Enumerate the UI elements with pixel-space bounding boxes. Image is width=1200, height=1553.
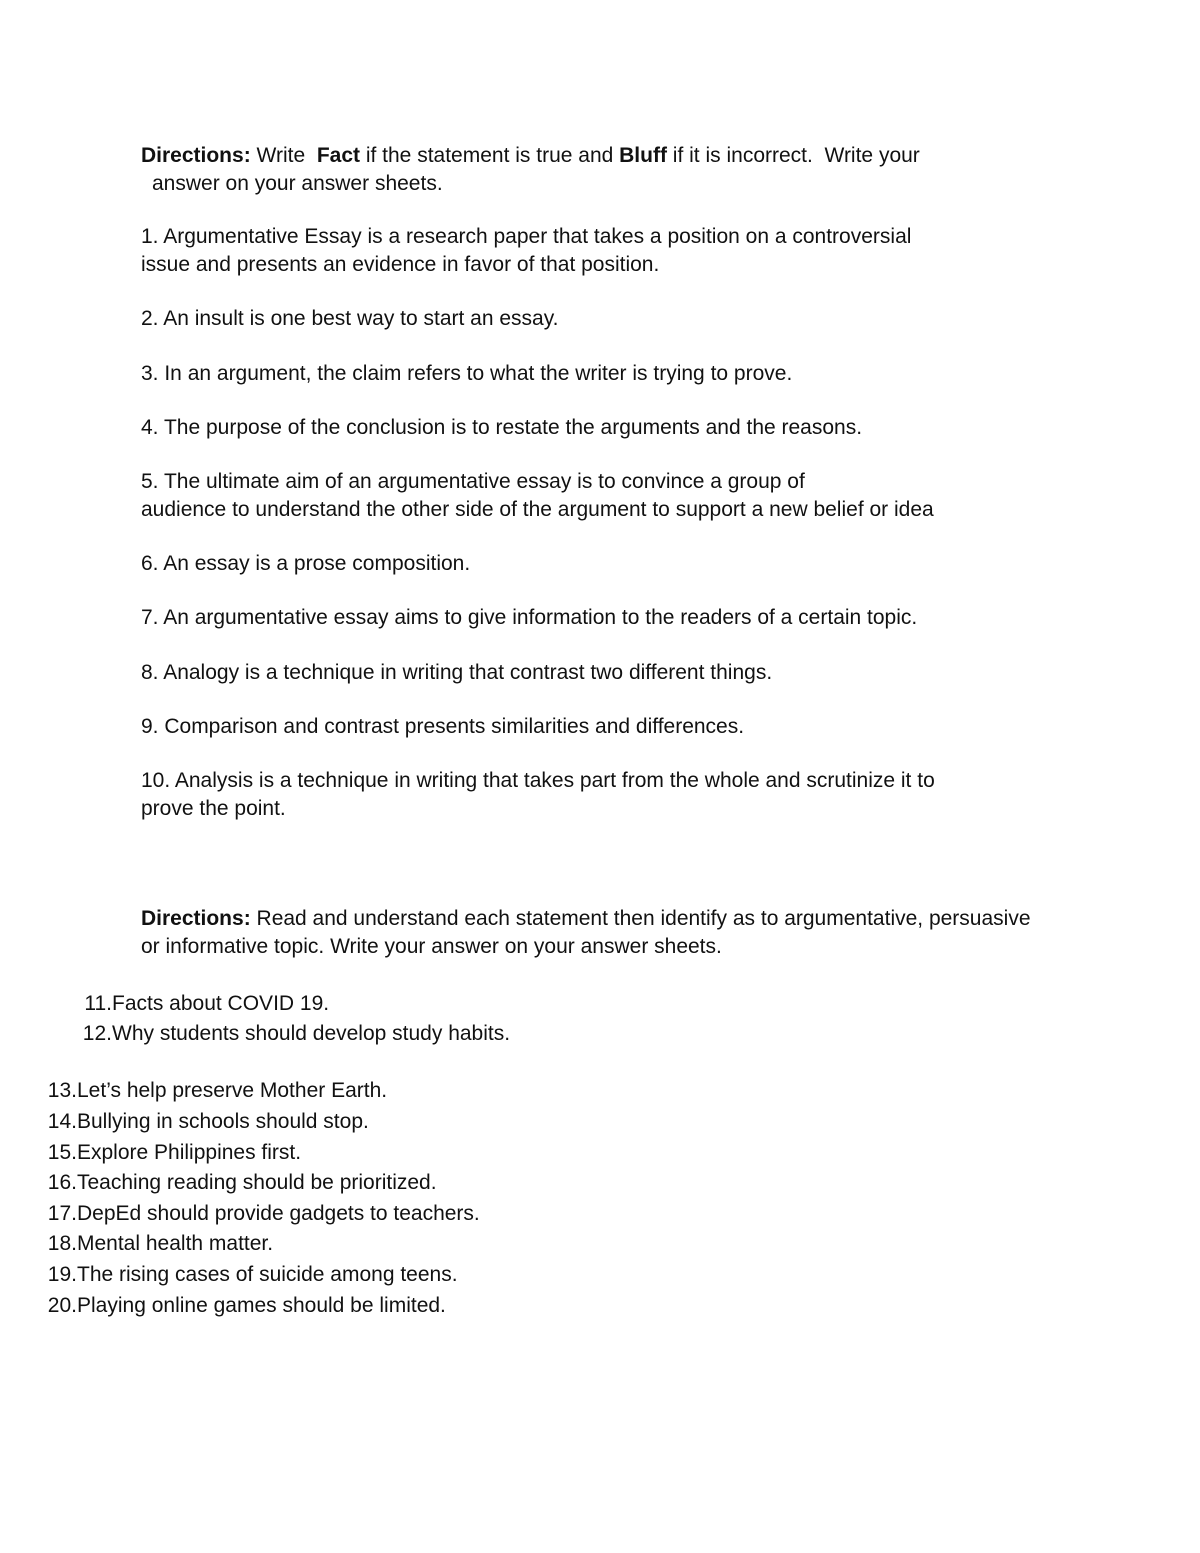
fact-bluff-item-1-line1: 1. Argumentative Essay is a research paper that takes a position on a controversial [141, 225, 912, 248]
item-text: Facts about COVID 19. [112, 992, 330, 1015]
fact-bluff-item-10-line2: prove the point. [141, 797, 286, 820]
item-number: 16. [47, 1171, 77, 1194]
item-text: Explore Philippines first. [77, 1141, 302, 1164]
list-item-15 [45, 1139, 301, 1167]
bluff-keyword: Bluff [619, 144, 667, 167]
fact-bluff-item-9: 9. Comparison and contrast presents similarities and differences. [141, 715, 745, 738]
list-item-20 [45, 1292, 446, 1320]
item-text: Let’s help preserve Mother Earth. [77, 1079, 388, 1102]
directions-text: Read and understand each statement then identify as to argumentative, persuasive [250, 907, 1031, 930]
fact-bluff-item-3: 3. In an argument, the claim refers to what the writer is trying to prove. [141, 362, 793, 385]
directions-label: Directions: [141, 144, 251, 167]
fact-bluff-item-1-line2: issue and presents an evidence in favor of that position. [141, 253, 660, 276]
part2-directions-line2: or informative topic. Write your answer on your answer sheets. [141, 935, 722, 958]
list-item-12 [80, 1020, 510, 1048]
fact-bluff-item-2: 2. An insult is one best way to start an essay. [141, 307, 559, 330]
list-item-14 [45, 1108, 369, 1136]
item-number: 12. [82, 1022, 112, 1045]
list-item-11 [80, 990, 329, 1018]
fact-bluff-item-6: 6. An essay is a prose composition. [141, 552, 471, 575]
item-text: Playing online games should be limited. [77, 1294, 446, 1317]
list-item-19 [45, 1261, 458, 1289]
item-text: Why students should develop study habits. [112, 1022, 511, 1045]
list-item-17 [45, 1200, 480, 1228]
item-text: The rising cases of suicide among teens. [77, 1263, 458, 1286]
item-text: Teaching reading should be prioritized. [77, 1171, 437, 1194]
directions-text-post: if it is incorrect. Write your [666, 144, 920, 167]
item-number: 17. [47, 1202, 77, 1225]
fact-bluff-item-5-line2: audience to understand the other side of the argument to support a new belief or idea [141, 498, 934, 521]
item-number: 15. [47, 1141, 77, 1164]
item-text: Mental health matter. [77, 1232, 274, 1255]
part2-directions [141, 905, 1031, 933]
fact-bluff-item-7: 7. An argumentative essay aims to give information to the readers of a certain topic. [141, 606, 918, 629]
fact-bluff-item-4: 4. The purpose of the conclusion is to restate the arguments and the reasons. [141, 416, 863, 439]
item-number: 18. [47, 1232, 77, 1255]
list-item-16 [45, 1169, 437, 1197]
list-item-13 [45, 1077, 387, 1105]
item-text: DepEd should provide gadgets to teachers. [77, 1202, 480, 1225]
fact-bluff-item-5-line1: 5. The ultimate aim of an argumentative essay is to convince a group of [141, 470, 805, 493]
item-number: 11. [84, 992, 112, 1015]
item-text: Bullying in schools should stop. [77, 1110, 369, 1133]
directions-label: Directions: [141, 907, 251, 930]
part1-directions-line2: answer on your answer sheets. [152, 172, 443, 195]
fact-bluff-item-8: 8. Analogy is a technique in writing that contrast two different things. [141, 661, 773, 684]
fact-bluff-item-10-line1: 10. Analysis is a technique in writing that takes part from the whole and scrutinize it to [141, 769, 935, 792]
item-number: 19. [47, 1263, 77, 1286]
item-number: 13. [47, 1079, 77, 1102]
item-number: 14. [47, 1110, 77, 1133]
part1-directions [141, 142, 920, 170]
fact-keyword: Fact [316, 144, 360, 167]
item-number: 20. [47, 1294, 77, 1317]
directions-text-pre: Write [250, 144, 317, 167]
list-item-18 [45, 1230, 273, 1258]
directions-text-mid: if the statement is true and [360, 144, 620, 167]
